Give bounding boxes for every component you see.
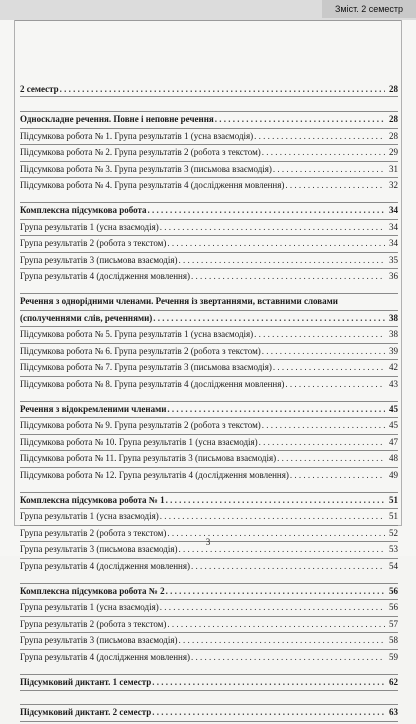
section-title: Комплексна підсумкова робота bbox=[20, 205, 147, 216]
toc-section[interactable] bbox=[20, 586, 398, 597]
divider bbox=[20, 721, 398, 722]
divider bbox=[20, 310, 398, 311]
toc-item[interactable] bbox=[20, 238, 398, 249]
toc-item[interactable] bbox=[20, 180, 398, 191]
item-title: Група результатів 2 (робота з текстом) bbox=[20, 527, 167, 538]
item-title: Група результатів 4 (дослідження мовлення) bbox=[20, 560, 190, 571]
item-title: Група результатів 4 (дослідження мовлення) bbox=[20, 651, 190, 662]
item-page: 56 bbox=[389, 602, 398, 613]
divider bbox=[20, 616, 398, 617]
toc-item[interactable] bbox=[20, 346, 398, 357]
item-page: 51 bbox=[389, 511, 398, 522]
divider bbox=[20, 417, 398, 418]
divider bbox=[20, 525, 398, 526]
section-page: 45 bbox=[389, 403, 398, 414]
item-title: Підсумкова робота № 10. Група результатів 1 (усна взаємодія) bbox=[20, 436, 258, 447]
divider bbox=[20, 467, 398, 468]
toc-section[interactable] bbox=[20, 404, 398, 415]
section-page: 28 bbox=[389, 114, 398, 125]
divider bbox=[20, 293, 398, 294]
item-page: 48 bbox=[389, 453, 398, 464]
divider bbox=[20, 690, 398, 691]
divider bbox=[20, 401, 398, 402]
item-page: 28 bbox=[389, 130, 398, 141]
divider bbox=[20, 343, 398, 344]
item-title: Підсумкова робота № 6. Група результатів 2 (робота з текстом) bbox=[20, 345, 261, 356]
divider bbox=[20, 326, 398, 327]
section-title: Комплексна підсумкова робота № 1 bbox=[20, 494, 165, 505]
item-page: 29 bbox=[389, 147, 398, 158]
item-title: Група результатів 2 (робота з текстом) bbox=[20, 618, 167, 629]
toc-section[interactable] bbox=[20, 114, 398, 125]
section-page: 34 bbox=[389, 205, 398, 216]
item-page: 54 bbox=[389, 560, 398, 571]
divider bbox=[20, 144, 398, 145]
item-title: Група результатів 4 (дослідження мовлення) bbox=[20, 271, 190, 282]
section-page: 38 bbox=[389, 312, 398, 323]
section-page: 28 bbox=[389, 84, 398, 94]
item-page: 36 bbox=[389, 271, 398, 282]
toc-item[interactable] bbox=[20, 453, 398, 464]
toc-item[interactable] bbox=[20, 147, 398, 158]
item-page: 45 bbox=[389, 420, 398, 431]
divider bbox=[20, 583, 398, 584]
item-page: 34 bbox=[389, 238, 398, 249]
toc-section[interactable] bbox=[20, 84, 398, 95]
item-title: Підсумкова робота № 8. Група результатів 4 (дослідження мовлення) bbox=[20, 378, 285, 389]
divider bbox=[20, 599, 398, 600]
divider bbox=[20, 434, 398, 435]
divider bbox=[20, 508, 398, 509]
toc-section[interactable] bbox=[20, 205, 398, 216]
toc-item[interactable] bbox=[20, 652, 398, 663]
page-number: 3 bbox=[205, 537, 211, 547]
item-page: 59 bbox=[389, 651, 398, 662]
divider bbox=[20, 558, 398, 559]
table-of-contents bbox=[20, 84, 398, 724]
divider bbox=[20, 649, 398, 650]
item-title: Група результатів 1 (усна взаємодія) bbox=[20, 221, 159, 232]
item-page: 43 bbox=[389, 378, 398, 389]
toc-section[interactable] bbox=[20, 677, 398, 688]
toc-item[interactable] bbox=[20, 619, 398, 630]
divider bbox=[20, 235, 398, 236]
item-page: 57 bbox=[389, 618, 398, 629]
divider bbox=[20, 450, 398, 451]
divider bbox=[20, 268, 398, 269]
divider bbox=[20, 177, 398, 178]
item-page: 39 bbox=[389, 345, 398, 356]
section-page: 56 bbox=[389, 585, 398, 596]
toc-section-line1[interactable] bbox=[20, 296, 398, 307]
toc-item[interactable] bbox=[20, 379, 398, 390]
item-page: 34 bbox=[389, 221, 398, 232]
item-title: Підсумкова робота № 3. Група результатів 3 (письмова взаємодія) bbox=[20, 163, 272, 174]
item-title: Група результатів 3 (письмова взаємодія) bbox=[20, 254, 178, 265]
toc-item[interactable] bbox=[20, 437, 398, 448]
item-title: Підсумкова робота № 2. Група результатів 2 (робота з текстом) bbox=[20, 147, 261, 158]
toc-item[interactable] bbox=[20, 222, 398, 233]
toc-item[interactable] bbox=[20, 271, 398, 282]
item-title: Підсумкова робота № 1. Група результатів 1 (усна взаємодія) bbox=[20, 130, 254, 141]
item-title: Група результатів 2 (робота з текстом) bbox=[20, 238, 167, 249]
toc-section[interactable] bbox=[20, 495, 398, 506]
item-page: 38 bbox=[389, 329, 398, 340]
item-page: 47 bbox=[389, 436, 398, 447]
item-page: 32 bbox=[389, 180, 398, 191]
item-title: Підсумкова робота № 9. Група результатів 2 (робота з текстом) bbox=[20, 420, 261, 431]
toc-item[interactable] bbox=[20, 602, 398, 613]
item-title: Група результатів 1 (усна взаємодія) bbox=[20, 602, 159, 613]
section-page: 63 bbox=[389, 707, 398, 718]
item-page: 31 bbox=[389, 163, 398, 174]
divider bbox=[20, 359, 398, 360]
item-title: Підсумкова робота № 7. Група результатів 3 (письмова взаємодія) bbox=[20, 362, 272, 373]
divider bbox=[20, 252, 398, 253]
section-title: Підсумковий диктант. 2 семестр bbox=[20, 707, 152, 718]
divider bbox=[20, 492, 398, 493]
header-title: Зміст. 2 семестр bbox=[322, 0, 416, 18]
divider bbox=[20, 128, 398, 129]
divider bbox=[20, 632, 398, 633]
toc-item[interactable] bbox=[20, 635, 398, 646]
section-title: Комплексна підсумкова робота № 2 bbox=[20, 585, 165, 596]
item-page: 49 bbox=[389, 469, 398, 480]
item-title: Група результатів 3 (письмова взаємодія) bbox=[20, 635, 178, 646]
section-title: 2 семестр bbox=[20, 84, 59, 94]
item-title: Підсумкова робота № 11. Група результатів 3 (письмова взаємодія) bbox=[20, 453, 277, 464]
item-title: Група результатів 3 (письмова взаємодія) bbox=[20, 544, 178, 555]
divider bbox=[20, 376, 398, 377]
item-title: Підсумкова робота № 5. Група результатів 1 (усна взаємодія) bbox=[20, 329, 254, 340]
toc-item[interactable] bbox=[20, 470, 398, 481]
toc-item[interactable] bbox=[20, 329, 398, 340]
item-title: Група результатів 1 (усна взаємодія) bbox=[20, 511, 159, 522]
divider bbox=[20, 202, 398, 203]
item-page: 42 bbox=[389, 362, 398, 373]
item-page: 35 bbox=[389, 254, 398, 265]
section-title-line1: Речення з однорідними членами. Речення із звертаннями, вставними словами bbox=[20, 296, 338, 307]
section-title: Речення з відокремленими членами bbox=[20, 403, 167, 414]
divider bbox=[20, 674, 398, 675]
divider bbox=[20, 219, 398, 220]
toc-item[interactable] bbox=[20, 255, 398, 266]
toc-item[interactable] bbox=[20, 164, 398, 175]
toc-item[interactable] bbox=[20, 561, 398, 572]
toc-item[interactable] bbox=[20, 362, 398, 373]
divider bbox=[20, 704, 398, 705]
toc-section[interactable] bbox=[20, 313, 398, 324]
divider bbox=[20, 161, 398, 162]
section-title: (сполученнями слів, реченнями) bbox=[20, 312, 153, 323]
item-page: 58 bbox=[389, 635, 398, 646]
divider bbox=[20, 96, 398, 97]
section-title: Підсумковий диктант. 1 семестр bbox=[20, 677, 152, 687]
toc-item[interactable] bbox=[20, 511, 398, 522]
divider bbox=[20, 111, 398, 112]
item-title: Підсумкова робота № 4. Група результатів 4 (дослідження мовлення) bbox=[20, 180, 285, 191]
toc-item[interactable] bbox=[20, 420, 398, 431]
section-title: Односкладне речення. Повне і неповне речення bbox=[20, 114, 214, 125]
toc-section[interactable] bbox=[20, 707, 398, 718]
item-title: Підсумкова робота № 12. Група результатів 4 (дослідження мовлення) bbox=[20, 469, 289, 480]
section-page: 51 bbox=[389, 494, 398, 505]
item-page: 53 bbox=[389, 544, 398, 555]
section-page: 62 bbox=[389, 677, 398, 687]
toc-item[interactable] bbox=[20, 131, 398, 142]
item-page: 52 bbox=[389, 527, 398, 538]
